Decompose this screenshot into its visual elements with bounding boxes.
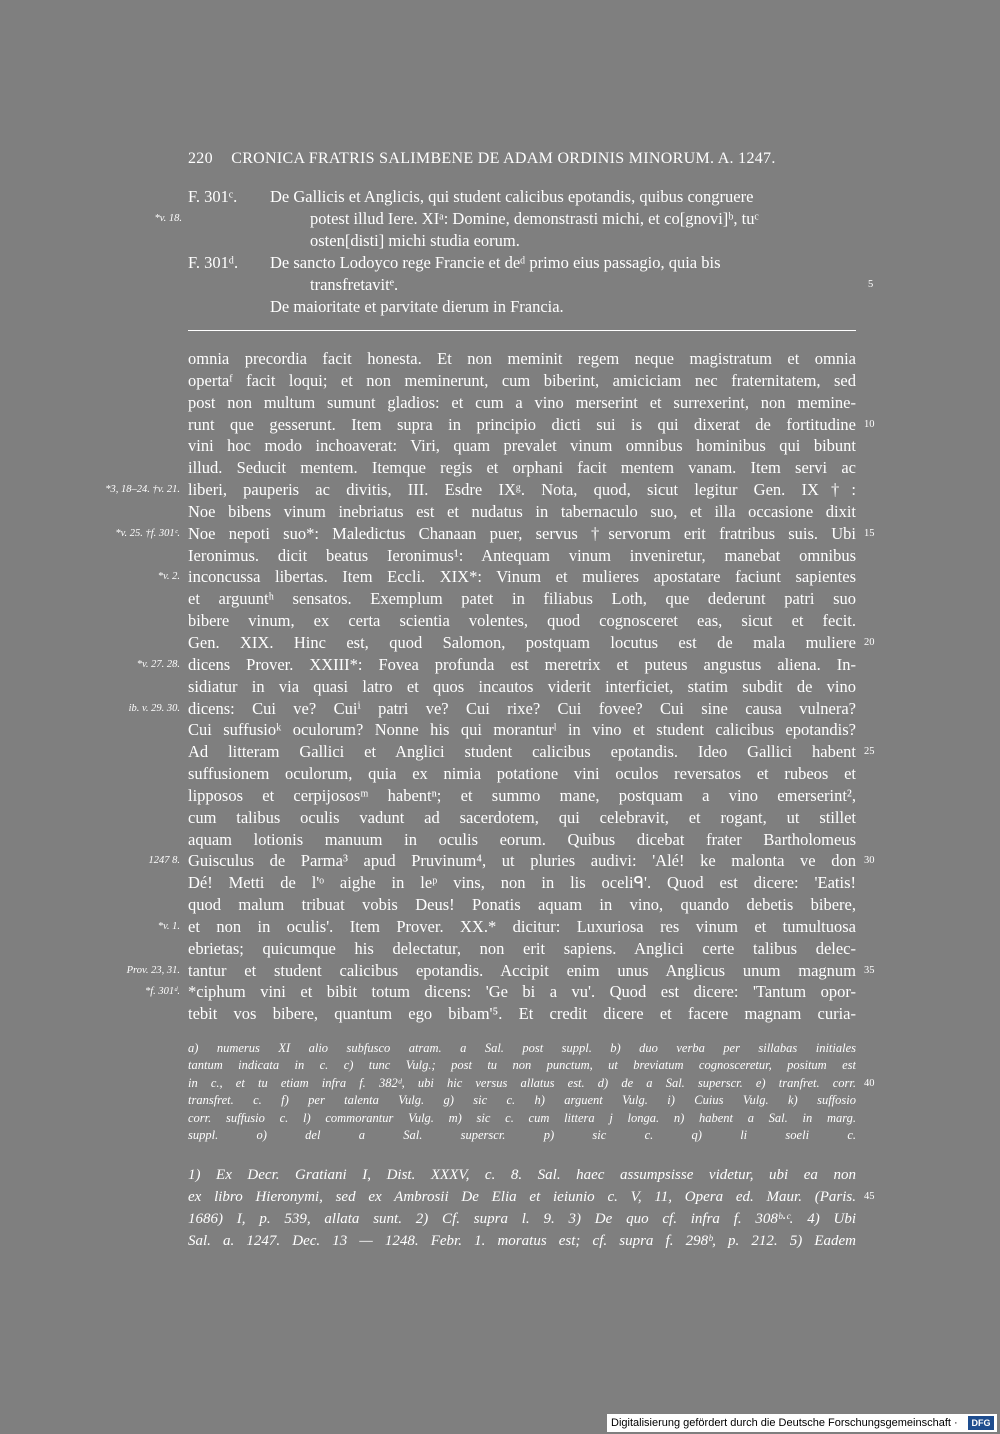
margin-note: Prov. 23, 31.	[126, 964, 180, 976]
text-line	[0, 435, 1000, 457]
text-line	[0, 348, 1000, 370]
chapter-contents	[140, 186, 876, 318]
toc-entry	[140, 186, 876, 252]
line-text: Noe nepoti suo*: Maledictus Chanaan puer, servus †servorum erit fratribus suis. Ubi	[188, 523, 856, 543]
text-line	[0, 1186, 1000, 1208]
line-text: vini hoc modo inchoaverat: Viri, quam prevalet vinum omnibus hominibus qui bibunt	[188, 436, 856, 456]
text-line	[0, 938, 1000, 960]
line-text: ex libro Hieronymi, sed ex Ambrosii De Elia et ieiunio c. V, 11, Opera ed. Maur. (Paris.	[188, 1189, 856, 1205]
margin-note: *v. 2.	[157, 571, 180, 583]
line-text: aquam lotionis manuum in oculis eorum. Quibus dicebat frater Bartholomeus	[188, 829, 856, 849]
text-line	[0, 894, 1000, 916]
line-number: 5	[868, 279, 874, 290]
text-line	[0, 850, 1000, 872]
line-number: 20	[864, 636, 875, 648]
line-text: Gen. XIX. Hinc est, quod Salomon, postquam locutus est de mala muliere	[188, 632, 856, 652]
toc-entry	[140, 252, 876, 296]
line-text: quod malum tribuat vobis Deus! Ponatis aquam in vino, quando debetis bibere,	[188, 895, 856, 915]
toc-text: De sancto Lodoyco rege Francie et deᵈ primo eius passagio, quia bis	[270, 253, 721, 272]
text-line	[0, 785, 1000, 807]
margin-note: *f. 301ᵈ.	[144, 986, 180, 998]
line-text: 1686) I, p. 539, allata sunt. 2) Cf. supra l. 9. 3) De quo cf. infra f. 308ᵇ·ᶜ. 4) Ubi	[188, 1211, 856, 1227]
dfg-funding-text: Digitalisierung gefördert durch die Deutsche Forschungsgemeinschaft ·	[611, 1417, 958, 1429]
line-text: inconcussa libertas. Item Eccli. XIX*: Vinum et mulieres apostatare faciunt sapientes	[188, 567, 856, 587]
text-line	[0, 741, 1000, 763]
line-number: 15	[864, 527, 875, 539]
dfg-logo: DFG	[968, 1416, 994, 1430]
line-text: ebrietas; quicumque his delectatur, non erit sapiens. Anglici certe talibus delec-	[188, 938, 856, 958]
text-line	[0, 719, 1000, 741]
line-number: 25	[864, 746, 875, 758]
line-text: illud. Seducit mentem. Itemque regis et orphani facit mentem vanam. Item servi ac	[188, 458, 856, 478]
line-number: 45	[864, 1191, 875, 1202]
running-title: CRONICA FRATRIS SALIMBENE DE ADAM ORDINIS MINORUM.	[231, 150, 715, 167]
line-text: Ieronimus. dicit beatus Ieronimus¹: Antequam vinum inveniretur, manebat omnibus	[188, 545, 856, 565]
text-line	[0, 1164, 1000, 1186]
margin-note: ib. v. 29. 30.	[128, 702, 180, 714]
line-number: 40	[864, 1077, 875, 1089]
page-number: 220	[188, 150, 213, 167]
text-line	[0, 414, 1000, 436]
text-line	[0, 960, 1000, 982]
line-text: Noe bibens vinum inebriatus est et nudatus in tabernaculo suo, et illa occasione dixit	[188, 501, 856, 521]
line-text: corr. suffusio c. l) commorantur Vulg. m) sic c. cum littera j longa. n) habent a Sal. in marg.	[188, 1110, 856, 1125]
text-line	[0, 676, 1000, 698]
line-text: liberi, pauperis ac divitis, III. Esdre IXᵍ. Nota, quod, sicut legitur Gen. IX†:	[188, 480, 856, 500]
text-line	[0, 457, 1000, 479]
folio-reference: F. 301ᶜ.	[188, 187, 238, 206]
toc-text: potest illud Iere. XIᵃ: Domine, demonstrasti michi, et co[gnovi]ᵇ, tuᶜ	[310, 209, 759, 228]
line-text: bibere vinum, ex certa scientia volentes, quod cognosceret eas, sicut et fecit.	[188, 611, 856, 631]
critical-apparatus	[0, 1040, 1000, 1144]
line-text: in c., et tu etiam infra f. 382ᵈ, ubi hic versus allatus est. d) de a Sal. superscr. e) tranfret. corr.	[188, 1075, 856, 1090]
text-line	[0, 872, 1000, 894]
toc-entry	[140, 296, 876, 318]
running-year: A. 1247.	[717, 150, 776, 167]
line-text: Guisculus de Parma³ apud Pruvinum⁴, ut pluries audivi: 'Alé! ke malonta ve don	[188, 851, 856, 871]
toc-text: De maioritate et parvitate dierum in Francia.	[270, 297, 564, 316]
line-text: Sal. a. 1247. Dec. 13 — 1248. Febr. 1. moratus est; cf. supra f. 298ᵇ, p. 212. 5) Eadem	[188, 1233, 856, 1249]
running-head	[188, 150, 856, 168]
margin-note: *v. 27. 28.	[136, 658, 180, 670]
text-line	[0, 1127, 1000, 1144]
margin-note: *v. 25. †f. 301ᶜ.	[115, 527, 180, 539]
line-text: tebit vos bibere, quantum ego bibam'⁵. Et credit dicere et facere magnam curia-	[188, 1004, 856, 1024]
text-line	[0, 610, 1000, 632]
dfg-funding-bar	[607, 1414, 997, 1432]
text-line	[0, 1057, 1000, 1074]
margin-note: *v. 18.	[154, 213, 182, 224]
text-line	[0, 1208, 1000, 1230]
line-number: 35	[864, 964, 875, 976]
line-text: Ad litteram Gallici et Anglici student calicibus epotandis. Ideo Gallici habent	[188, 742, 856, 762]
line-text: cum talibus oculis vadunt ad sacerdotem, qui celebravit, et rogant, ut stillet	[188, 807, 856, 827]
margin-note: *v. 1.	[157, 920, 180, 932]
folio-reference: F. 301ᵈ.	[188, 253, 239, 272]
text-line	[0, 1003, 1000, 1025]
text-line	[0, 654, 1000, 676]
text-line	[0, 632, 1000, 654]
line-text: suppl. o) del a Sal. superscr. p) sic c. q) li soeli c.	[188, 1127, 856, 1142]
line-text: suffusionem oculorum, quia ex nimia potatione vini oculos reversatos et rubeos et	[188, 764, 856, 784]
line-text: lipposos et cerpijososᵐ habentⁿ; et summo mane, postquam a vino emerserint²,	[188, 785, 856, 805]
toc-text: De Gallicis et Anglicis, qui student calicibus epotandis, quibus congruere	[270, 187, 754, 206]
text-line	[0, 370, 1000, 392]
toc-text: transfretavitᵉ.	[310, 275, 399, 294]
line-text: tantum indicata in c. c) tunc Vulg.; post tu non punctum, ut breviatum cognosceretur, positum est	[188, 1058, 856, 1073]
line-text: et arguuntʰ sensatos. Exemplum patet in filiabus Loth, que dederunt patri suo	[188, 589, 856, 609]
text-line	[0, 501, 1000, 523]
text-line	[0, 1092, 1000, 1109]
footnotes	[0, 1164, 1000, 1252]
line-text: *ciphum vini et bibit totum dicens: 'Ge bi a vu'. Quod est dicere: 'Tantum opor-	[188, 982, 856, 1002]
text-line	[0, 916, 1000, 938]
line-text: Dé! Metti de l'ᵒ aighe in leᵖ vins, non in lis oceliᑫ'. Quod est dicere: 'Eatis!	[188, 873, 856, 893]
text-line	[0, 1040, 1000, 1057]
line-number: 30	[864, 855, 875, 867]
text-line	[0, 829, 1000, 851]
margin-note: 1247 8.	[148, 855, 180, 867]
text-line	[0, 807, 1000, 829]
line-text: omnia precordia facit honesta. Et non meminit regem neque magistratum et omnia	[188, 349, 856, 368]
text-line	[0, 523, 1000, 545]
line-text: post non multum sumunt gladios: et cum a vino merserint et surrexerint, non memine-	[188, 392, 856, 412]
line-text: runt que gesserunt. Item supra in principio dicti sui is qui dixerat de fortitudine	[188, 414, 856, 434]
line-text: sidiatur in via quasi latro et quos incautos viderit interficiet, statim subdit de vino	[188, 676, 856, 696]
text-line	[0, 981, 1000, 1003]
text-line	[0, 1110, 1000, 1127]
line-text: a) numerus XI alio subfusco atram. a Sal. post suppl. b) duo verba per sillabas initiales	[188, 1041, 856, 1055]
toc-text: osten[disti] michi studia eorum.	[310, 231, 520, 250]
text-line	[0, 392, 1000, 414]
text-line	[0, 479, 1000, 501]
line-text: dicens Prover. XXIII*: Fovea profunda est meretrix et puteus angustus aliena. In-	[188, 654, 856, 674]
text-line	[0, 1075, 1000, 1092]
line-number: 10	[864, 418, 875, 430]
line-text: opertaᶠ facit loqui; et non meminerunt, cum biberint, amiciciam nec fraternitatem, sed	[188, 370, 856, 390]
line-text: tantur et student calicibus epotandis. Accipit enim unus Anglicus unum magnum	[188, 960, 856, 980]
main-text	[0, 348, 1000, 1025]
separator-rule	[188, 330, 856, 331]
line-text: Cui suffusioᵏ oculorum? Nonne his qui moranturˡ in vino et student calicibus epotandis?	[188, 720, 856, 740]
line-text: et non in oculis'. Item Prover. XX.* dicitur: Luxuriosa res vinum et tumultuosa	[188, 916, 856, 936]
text-line	[0, 588, 1000, 610]
margin-note: *3, 18–24. †v. 21.	[105, 484, 180, 496]
line-text: transfret. c. f) per talenta Vulg. g) sic c. h) arguent Vulg. i) Cuius Vulg. k) suffosio	[188, 1093, 856, 1108]
line-text: dicens: Cui ve? Cuiⁱ patri ve? Cui rixe? Cui fovee? Cui sine causa vulnera?	[188, 698, 856, 718]
text-line	[0, 1230, 1000, 1252]
text-line	[0, 763, 1000, 785]
text-line	[0, 545, 1000, 567]
text-line	[0, 698, 1000, 720]
line-text: 1) Ex Decr. Gratiani I, Dist. XXXV, c. 8. Sal. haec assumpsisse videtur, ubi ea non	[188, 1167, 856, 1183]
text-line	[0, 566, 1000, 588]
